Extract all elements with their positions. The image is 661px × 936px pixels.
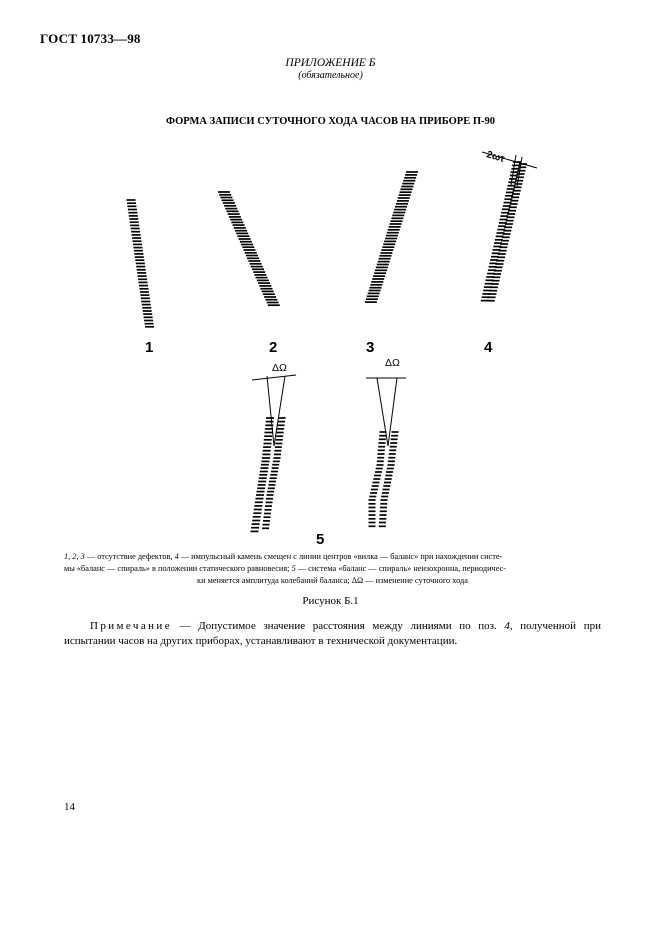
dim-line-delta-omega bbox=[252, 375, 296, 380]
page-number: 14 bbox=[64, 801, 75, 813]
figure-caption bbox=[64, 551, 601, 587]
dim-label-delta-omega: ΔΩ bbox=[385, 357, 400, 369]
note-heading: Примечание bbox=[90, 620, 172, 632]
appendix-title: ПРИЛОЖЕНИЕ Б bbox=[285, 57, 376, 69]
caption-text: ки меняется амплитуда колебаний баланса; ΔΩ — изменение суточного хода bbox=[197, 576, 468, 585]
note-text: , полученной при испытании часов на других приборах, устанавливают в технической документации. bbox=[64, 620, 601, 647]
document-code: ГОСТ 10733—98 bbox=[40, 31, 141, 46]
figure-heading: ФОРМА ЗАПИСИ СУТОЧНОГО ХОДА ЧАСОВ НА ПРИБОРЕ П-90 bbox=[165, 116, 496, 127]
caption-text: мы «баланс — спираль» в положении статического равновесия; bbox=[64, 564, 292, 573]
trace-label-4: 4 bbox=[484, 339, 493, 356]
caption-text: — импульсный камень смещен с линии центров «вилка — баланс» при нахождении систе- bbox=[178, 552, 503, 561]
dim-label-2w: 2ωτ bbox=[485, 149, 506, 165]
figure-label: Рисунок Б.1 bbox=[302, 595, 359, 607]
caption-text: — отсутствие дефектов, bbox=[84, 552, 175, 561]
trace-5a-dimension bbox=[252, 375, 296, 446]
appendix-note: (обязательное) bbox=[298, 70, 363, 81]
caption-item-numbers: 1, 2, 3 bbox=[64, 552, 85, 561]
trace-marks bbox=[127, 162, 528, 531]
trace-label-5: 5 bbox=[316, 531, 325, 548]
trace-5b-dimension bbox=[366, 378, 406, 446]
trace-label-2: 2 bbox=[269, 339, 278, 356]
caption-item-number: 5 bbox=[291, 564, 296, 573]
trace-label-3: 3 bbox=[366, 339, 375, 356]
caption-item-number: 4 bbox=[174, 552, 179, 561]
figure-diagram bbox=[0, 140, 661, 550]
caption-text: — система «баланс — спираль» неизохронна, периодичес- bbox=[295, 564, 507, 573]
note-text: — Допустимое значение расстояния между линиями по поз. bbox=[171, 620, 505, 632]
trace-label-1: 1 bbox=[145, 339, 154, 356]
note-item-number: 4 bbox=[504, 620, 510, 632]
note-paragraph bbox=[64, 619, 601, 649]
dim-label-delta-omega: ΔΩ bbox=[272, 362, 287, 374]
